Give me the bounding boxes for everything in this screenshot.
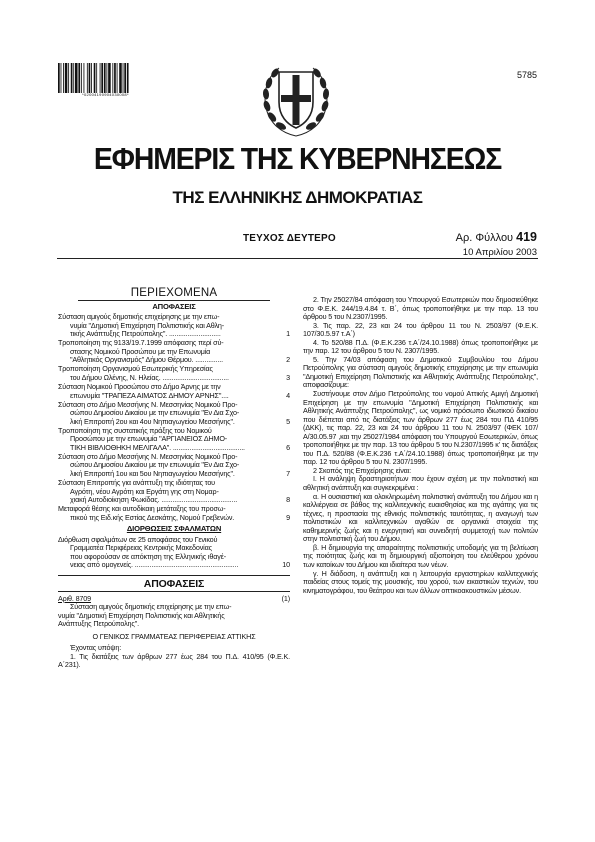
toc-item-page: 2 bbox=[286, 355, 290, 365]
toc-item-page: 1 bbox=[286, 329, 290, 339]
toc-item-page: 9 bbox=[286, 512, 290, 522]
barcode-bar bbox=[73, 63, 74, 93]
barcode-bar bbox=[58, 63, 60, 93]
decision-item-1: 1. Τις διατάξεις των άρθρων 277 έως 284 του Π.Δ. 410/95 (Φ.Ε.Κ. Α΄231). bbox=[58, 651, 290, 670]
toc-corrections-list bbox=[58, 536, 290, 570]
toc-heading: ΠΕΡΙΕΧΟΜΕΝΑ bbox=[130, 287, 218, 299]
toc-item-page: 6 bbox=[286, 442, 290, 452]
toc-item-line: του Δήμου Ωλένης, Ν. Ηλείας. .................................... bbox=[70, 372, 229, 382]
toc-item-line: Τροποποίηση Οργανισμού Εσωτερικής Υπηρεσίας bbox=[58, 364, 213, 374]
toc-list bbox=[58, 313, 290, 522]
toc-item bbox=[58, 401, 290, 427]
decision-having: Έχοντας υπόψη: bbox=[70, 643, 122, 653]
toc-item-line: που αφορούσαν σε απόκτηση της Ελληνικής ιθαγέ- bbox=[70, 551, 226, 561]
decision-intro-line: νυμία "Δημοτική Επιχείρηση Πολιτιστικής και Αθλητικής bbox=[58, 610, 225, 620]
barcode-bar bbox=[123, 63, 124, 93]
barcode-bar bbox=[87, 63, 88, 93]
barcode-bar bbox=[119, 63, 122, 93]
toc-item-page: 3 bbox=[286, 372, 290, 382]
section-rule bbox=[58, 575, 290, 576]
toc-item-line: "Αθλητικός Οργανισμός" Δήμου Θέρμου. ............... bbox=[70, 355, 223, 365]
decisions-heading: ΑΠΟΦΑΣΕΙΣ bbox=[143, 577, 205, 590]
decision-item-3: 3. Τις παρ. 22, 23 και 24 του άρθρου 11 του Ν. 2503/97 (Φ.Ε.Κ. 107/30.5.97 τ.Α΄) bbox=[303, 320, 538, 339]
toc-item-line: νυμία "Δημοτική Επιχείρηση Πολιτιστικής και Αθλη- bbox=[70, 320, 225, 330]
decision-item-4: 4. Το 520/88 Π.Δ. (Φ.Ε.Κ.236 τ.Α΄/24.10.1988) όπως τροποποιήθηκε με την παρ. 12 του άρθρου 5 του Ν. 2307/1995. bbox=[303, 337, 538, 356]
purpose-1b: β. Η δημιουργία της απαραίτητης πολιτιστικής υποδομής για τη βελτίωση της ποιότητας ζωής και τη δημιουργική αξιοποίηση του ελεύθερου χρόνου των κατοίκων του Δήμου και ιδιαίτερα των νέων. bbox=[303, 542, 538, 569]
toc-item-line: χιακή Αυτοδιοίκηση Φωκίδας. ......................................... bbox=[70, 495, 238, 505]
barcode-bar bbox=[106, 63, 107, 93]
barcode-bar bbox=[100, 63, 101, 93]
sheet-label: Αρ. Φύλλου bbox=[455, 232, 514, 244]
barcode-bar bbox=[61, 63, 62, 93]
barcode-bar bbox=[71, 63, 73, 93]
decision-intro-line: Σύσταση αμιγούς δημοτικής επιχείρησης με την επω- bbox=[70, 602, 232, 612]
barcode-bar bbox=[78, 63, 80, 93]
issue-date: 10 Απριλίου 2003 bbox=[462, 247, 537, 258]
purpose-heading: 2 Σκοπός της Επιχείρησης είναι: bbox=[313, 465, 411, 475]
toc-item-line: στασης Νομικού Προσώπου με την Επωνυμία bbox=[70, 346, 211, 356]
issue-label: ΤΕΥΧΟΣ ΔΕΥΤΕΡΟ bbox=[243, 233, 336, 244]
greek-coat-of-arms-icon bbox=[257, 58, 335, 140]
toc-item-line: Προσώπου με την επωνυμία "ΑΡΓΙΑΝΕΙΟΣ ΔΗΜΟ- bbox=[70, 434, 228, 444]
toc-item bbox=[58, 383, 290, 400]
toc-item-line: Σύσταση Επιτροπής για ανάπτυξη της ιδιότητας του bbox=[58, 477, 215, 487]
barcode-bar bbox=[127, 63, 129, 93]
toc-item-page: 7 bbox=[286, 468, 290, 478]
barcode-bar bbox=[68, 63, 69, 93]
gazette-subtitle: ΤΗΣ ΕΛΛΗΝΙΚΗΣ ΔΗΜΟΚΡΑΤΙΑΣ bbox=[172, 188, 423, 207]
toc-item-line: ΤΙΚΗ ΒΙΒΛΙΟΘΗΚΗ ΜΕΛΙΓΑΛΑ". ....................................... bbox=[70, 442, 245, 452]
toc-item-line: σώπου Δημοσίου Δικαίου με την επωνυμία "Εν Δια Σχο- bbox=[70, 460, 240, 470]
purpose-1c: γ. Η διάδοση, η ανάπτυξη και η λειτουργία εργαστηρίων καλλιτεχνικής παιδείας στους τομείς της μουσικής, του χορού, των εικαστικών τεχνών, του κινηματογράφου, του θεάτρου και των άλλων οπτικοακουστικών μέσων. bbox=[303, 568, 538, 595]
decision-number: Αριθ. 8709 bbox=[58, 593, 91, 603]
barcode-bar bbox=[96, 63, 97, 93]
barcode-bar bbox=[124, 63, 126, 93]
decision-index: (1) bbox=[281, 593, 290, 603]
barcode-bar bbox=[89, 63, 91, 93]
toc-item-line: Σύσταση Νομικού Προσώπου στο Δήμο Άρνης με την bbox=[58, 381, 221, 391]
decision-item-5: 5. Την 74/03 απόφαση του Δημοτικού Συμβουλίου του Δήμου Πετρούπολης για σύσταση αμιγούς δημοτικής επιχείρησης με την επωνυμία "Δημοτική Επιχείρηση Πολιτιστικής και Αθλητικής Ανάπτυξης Πετρούπολης", αποφασίζουμε: bbox=[303, 354, 538, 390]
barcode-bar bbox=[94, 63, 96, 93]
barcode-bar bbox=[117, 63, 118, 93]
header-rule bbox=[57, 258, 538, 259]
sheet-number bbox=[456, 230, 537, 244]
toc-item bbox=[58, 536, 290, 570]
page-number: 5785 bbox=[516, 70, 537, 80]
decision-establishment-text: Συστήνουμε στον Δήμο Πετρούπολης του νομού Αττικής Αμιγή Δημοτική Επιχείρηση με την επωνυμία "Δημοτική Επιχείρηση Πολιτιστικής και Αθλητικής Ανάπτυξης Πετρούπολης", ως νομικό πρόσωπο ιδιωτικού δικαίου που διέπεται από τις διατάξεις των άρθρων 277 έως 284 του ΠΔ 410/95 (ΔΚΚ), τις παρ. 22, 23 και 24 του άρθρου 11 του Ν. 2503/97 (ΦΕΚ 107/Α/30.05.97 ,και την 25027/1984 απόφαση του Υπουργού Εσωτερικών, όπως τροποποιήθηκε με την παρ. 13 του άρθρου 5 του Ν.2307/1995 κ' τις διατάξεις του Π.Δ. 520/88 (Φ.Ε.Κ.236 τ.Α΄/24.10.1988) όπως τροποποιήθηκε με την παρ. 12 του άρθρου 5 του Ν. 2307/1995. bbox=[303, 389, 538, 467]
toc-item bbox=[58, 427, 290, 453]
toc-rule bbox=[78, 300, 270, 301]
toc-item-line: νειας από ομογενείς. ........................................................ bbox=[70, 560, 239, 570]
toc-item-page: 10 bbox=[282, 560, 290, 570]
toc-item-line: Τροποποίηση της 9133/19.7.1999 απόφασης περί σύ- bbox=[58, 338, 224, 348]
toc-item-line: λική Επιτροπή 2ου και 4ου Νηπιαγωγείου Μεσσήνης". bbox=[70, 416, 235, 426]
decision-authority: Ο ΓΕΝΙΚΟΣ ΓΡΑΜΜΑΤΕΑΣ ΠΕΡΙΦΕΡΕΙΑΣ ΑΤΤΙΚΗΣ bbox=[92, 631, 256, 641]
barcode-bar bbox=[75, 63, 78, 93]
decision-item-2: 2. Την 25027/84 απόφαση του Υπουργού Εσωτερικών που δημοσιεύθηκε στο Φ.Ε.Κ. 244/19.4.84 τ. Β΄, όπως τροποποιήθηκε με την παρ. 13 του άρθρου 5 του Ν.2307/1995. bbox=[303, 295, 538, 322]
barcode-number: *02004190904030008* bbox=[82, 92, 129, 97]
toc-item-page: 4 bbox=[286, 390, 290, 400]
toc-item-line: Μεταφορά θέσης και αυτοδίκαιη μετάταξης του προσω- bbox=[58, 504, 226, 514]
left-column bbox=[58, 289, 290, 670]
barcode bbox=[58, 63, 153, 93]
barcode-bar bbox=[91, 63, 92, 93]
toc-item-line: σώπου Δημοσίου Δικαίου με την επωνυμία "Εν Δια Σχο- bbox=[70, 408, 240, 418]
toc-item bbox=[58, 313, 290, 339]
toc-decisions-heading: ΑΠΟΦΑΣΕΙΣ bbox=[152, 301, 196, 311]
barcode-bar bbox=[101, 63, 103, 93]
barcode-bar bbox=[63, 63, 64, 93]
barcode-bar bbox=[104, 63, 106, 93]
section-rule-bottom bbox=[58, 591, 290, 592]
toc-item-line: Σύσταση αμιγούς δημοτικής επιχείρησης με την επω- bbox=[58, 312, 220, 322]
toc-item-line: τικής Ανάπτυξης Πετρούπολης". ............................ bbox=[70, 329, 221, 339]
toc-item bbox=[58, 365, 290, 382]
barcode-bar bbox=[84, 63, 85, 93]
toc-item-line: λική Επιτροπή 1ου και 5ου Νηπιαγωγείου Μεσσήνης". bbox=[70, 468, 235, 478]
barcode-bar bbox=[65, 63, 68, 93]
toc-item-line: Τροποποίηση της συστατικής πράξης του Νομικού bbox=[58, 425, 212, 435]
sheet-value: 419 bbox=[516, 230, 537, 244]
toc-item bbox=[58, 453, 290, 479]
decision-intro bbox=[58, 603, 290, 629]
toc-item bbox=[58, 339, 290, 365]
toc-item-page: 8 bbox=[286, 495, 290, 505]
toc-corrections-heading: ΔΙΟΡΘΩΣΕΙΣ ΣΦΑΛΜΑΤΩΝ bbox=[126, 524, 222, 534]
toc-item-line: Γραμματέα Περιφέρειας Κεντρικής Μακεδονίας bbox=[70, 543, 212, 553]
decision-intro-line: Ανάπτυξης Πετρούπολης". bbox=[58, 619, 139, 629]
toc-item-line: πικού της Ειδ.κής Εστίας Δεσκάτης, Νομού Γρεβενών. bbox=[70, 512, 235, 522]
toc-item-line: επωνυμία "ΤΡΑΠΕΖΑ ΑΙΜΑΤΟΣ ΔΗΜΟΥ ΑΡΝΗΣ".... bbox=[70, 390, 229, 400]
toc-item bbox=[58, 505, 290, 522]
purpose-1a: α. Η ουσιαστική και ολοκληρωμένη πολιτιστική ανάπτυξη του Δήμου και η καλλιέργεια σε βάθος της καλλιτεχνικής ευαισθησίας και της αγάπης για τις τέχνες, η προστασία της εθνικής πολιτιστικής ταυτότητας, η αναγωγή των πολιτιστικών και καλλιτεχνικών αγαθών σε οργανικά στοιχεία της καθημερινής ζωής και η ενεργητική και συνειδητή συμμετοχή των πολιτών στην πολιτιστική ζωή του Δήμου. bbox=[303, 491, 538, 544]
toc-item-line: Σύσταση στο Δήμο Μεσσήνης Ν. Μεσσηνίας Νομικού Προ- bbox=[58, 399, 238, 409]
barcode-bar bbox=[108, 63, 111, 93]
barcode-bar bbox=[114, 63, 116, 93]
barcode-bar bbox=[81, 63, 82, 93]
purpose-1: Ι. Η ανάληψη δραστηριοτήτων που έχουν σχέση με την πολιτιστική και αθλητική ανάπτυξη και συγκεκριμένα : bbox=[303, 474, 538, 493]
toc-item-page: 5 bbox=[286, 416, 290, 426]
toc-item-line: Διόρθωση σφαλμάτων σε 25 αποφάσεις του Γενικού bbox=[58, 534, 218, 544]
toc-item bbox=[58, 479, 290, 505]
barcode-bar bbox=[112, 63, 113, 93]
right-column bbox=[303, 296, 538, 595]
toc-item-line: Αγρότη, νέου Αγρότη και Εργάτη γης στη Νομαρ- bbox=[70, 486, 219, 496]
gazette-title: ΕΦΗΜΕΡΙΣ ΤΗΣ ΚΥΒΕΡΝΗΣΕΩΣ bbox=[93, 142, 502, 176]
toc-item-line: Σύσταση στο Δήμο Μεσσήνης Ν. Μεσσηνίας Νομικού Προ- bbox=[58, 451, 238, 461]
